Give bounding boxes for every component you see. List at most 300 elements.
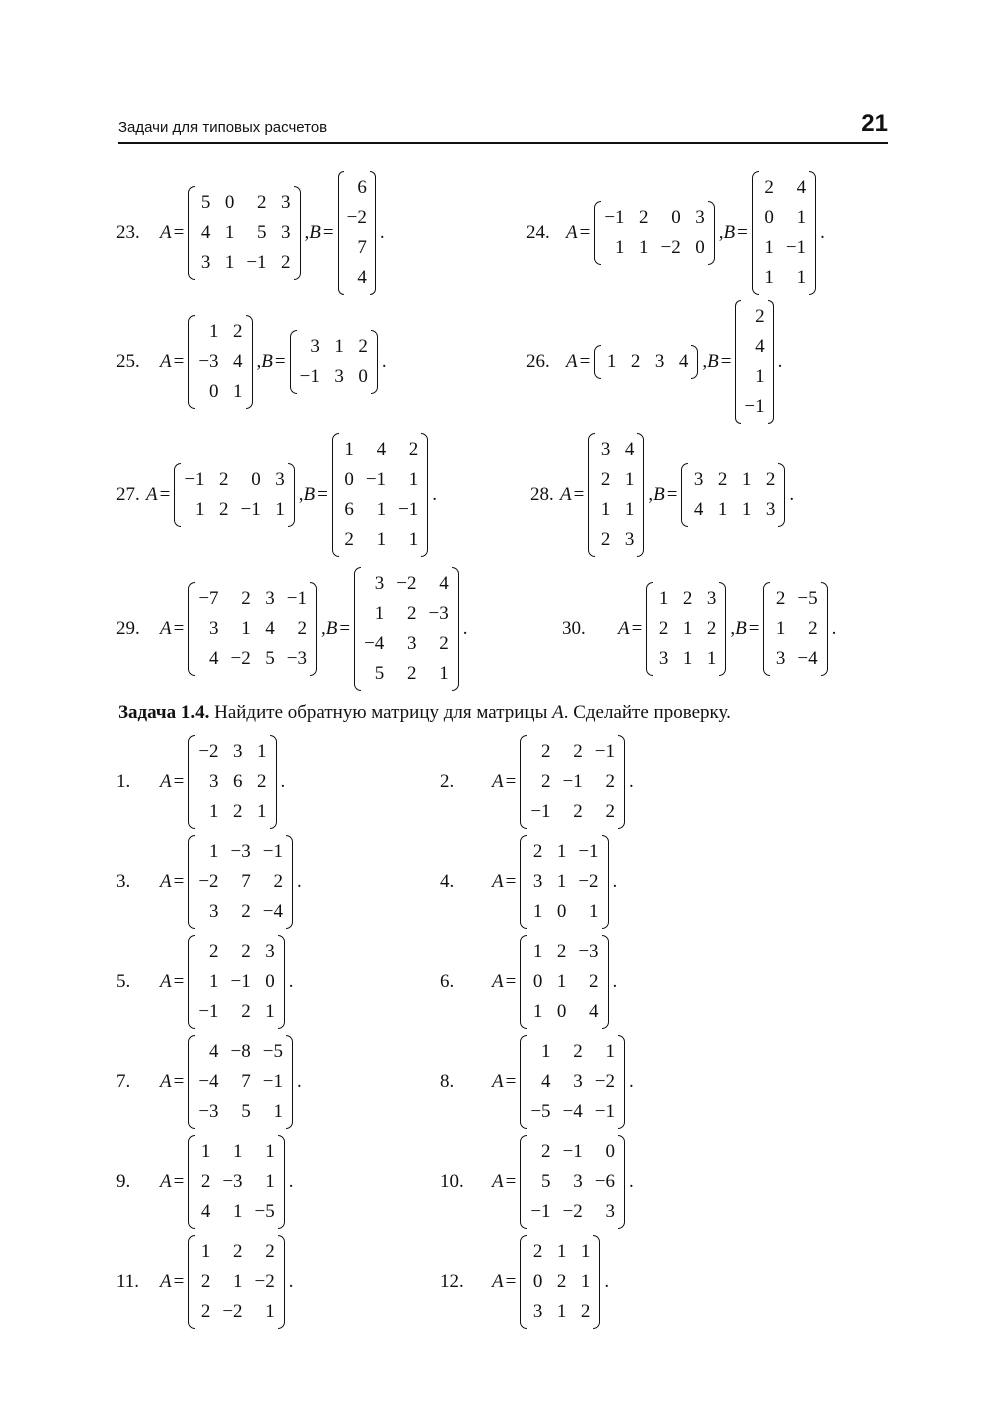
matrix-cell: 1 — [682, 648, 693, 669]
matrix-cell: 1 — [265, 1001, 275, 1022]
left-paren — [752, 171, 759, 295]
matrix-cell: 2 — [630, 351, 641, 372]
matrix-cell: 2 — [717, 469, 728, 490]
matrix-cell: 2 — [200, 1171, 211, 1192]
matrix-a — [520, 1135, 625, 1229]
equals-sign: = — [505, 1071, 517, 1092]
matrix-cell: 1 — [556, 841, 567, 862]
left-paren — [520, 735, 527, 829]
matrix-cell: 1 — [265, 1171, 275, 1192]
problem-number: 7. — [116, 1071, 131, 1092]
matrix-cell: −2 — [222, 1301, 243, 1322]
matrix-cell: 3 — [532, 871, 543, 892]
matrix-b — [763, 582, 827, 676]
matrix-cell: 2 — [200, 1301, 211, 1322]
left-paren — [188, 582, 195, 676]
matrix-cell: 0 — [671, 207, 681, 228]
problem-number: 26. — [526, 351, 550, 372]
matrix-cell: 1 — [408, 529, 419, 550]
problem-number: 5. — [116, 971, 131, 992]
matrix-cell: −1 — [594, 741, 615, 762]
period: . — [296, 871, 302, 892]
matrix-cell: 1 — [600, 499, 611, 520]
problem-number: 28. — [530, 484, 554, 505]
matrix-cell: 2 — [241, 941, 251, 962]
matrix-cell: −4 — [364, 633, 385, 654]
problem-1 — [116, 734, 285, 830]
problem-27 — [116, 433, 437, 557]
matrix-cell: 4 — [357, 267, 367, 288]
right-paren — [371, 330, 378, 394]
comma: , — [298, 484, 304, 505]
matrix-a-label: A — [492, 771, 504, 792]
matrix-cell: −1 — [562, 1141, 583, 1162]
matrix-cell: −4 — [562, 1101, 583, 1122]
matrix-cell: 1 — [224, 252, 235, 273]
period: . — [288, 1271, 294, 1292]
matrix-cell: 4 — [200, 1201, 211, 1222]
left-paren — [646, 582, 653, 676]
matrix-cell: 7 — [357, 237, 367, 258]
problem-4 — [440, 834, 617, 930]
equals-sign: = — [173, 771, 185, 792]
right-paren — [452, 567, 459, 691]
right-paren — [602, 935, 609, 1029]
right-paren — [593, 1235, 600, 1329]
matrix-cell: 2 — [706, 618, 717, 639]
matrix-cell: 2 — [808, 618, 818, 639]
right-paren — [278, 1135, 285, 1229]
matrix-b-label: B — [707, 351, 719, 372]
matrix-cell: −2 — [562, 1201, 583, 1222]
problem-number: 30. — [562, 618, 586, 639]
equals-sign: = — [579, 222, 591, 243]
matrix-cell: −1 — [230, 971, 251, 992]
problem-12 — [440, 1234, 609, 1330]
equals-sign: = — [737, 222, 748, 243]
problem-3 — [116, 834, 302, 930]
matrix-grid — [195, 186, 293, 280]
matrix-a — [188, 935, 284, 1029]
matrix-grid — [759, 171, 809, 295]
matrix-cell: 4 — [200, 222, 211, 243]
problem-24 — [526, 172, 825, 294]
matrix-cell: 0 — [532, 1271, 543, 1292]
matrix-cell: 1 — [200, 1141, 211, 1162]
matrix-grid — [297, 330, 371, 394]
comma: , — [718, 222, 724, 243]
matrix-cell: 1 — [606, 351, 617, 372]
matrix-cell: 1 — [796, 267, 807, 288]
left-paren — [763, 582, 770, 676]
matrix-grid — [688, 463, 778, 527]
matrix-cell: 1 — [344, 439, 354, 460]
matrix-cell: 0 — [344, 469, 354, 490]
matrix-cell: 3 — [765, 499, 776, 520]
matrix-a-label: A — [492, 971, 504, 992]
matrix-cell: 1 — [334, 336, 344, 357]
right-paren — [370, 171, 376, 295]
matrix-cell: 1 — [624, 469, 635, 490]
matrix-b-label: B — [653, 484, 665, 505]
task-heading: Задача 1.4. — [118, 702, 210, 723]
right-paren — [821, 582, 828, 676]
matrix-cell: 3 — [532, 1301, 543, 1322]
right-paren — [294, 186, 301, 280]
matrix-a — [188, 835, 293, 929]
matrix-cell: 4 — [265, 618, 275, 639]
matrix-grid — [527, 1235, 593, 1329]
period: . — [777, 351, 783, 372]
matrix-cell: 2 — [541, 771, 551, 792]
left-paren — [520, 835, 527, 929]
period: . — [379, 222, 385, 243]
matrix-cell: 4 — [693, 499, 704, 520]
matrix-a-label: A — [566, 222, 578, 243]
equals-sign: = — [173, 618, 185, 639]
matrix-cell: −1 — [530, 801, 551, 822]
right-paren — [618, 735, 625, 829]
matrix-cell: −2 — [198, 871, 219, 892]
matrix-cell: 2 — [532, 1241, 543, 1262]
matrix-cell: −8 — [230, 1041, 251, 1062]
matrix-cell: 3 — [658, 648, 669, 669]
right-paren — [278, 1235, 285, 1329]
matrix-cell: 1 — [233, 1141, 243, 1162]
matrix-cell: 3 — [695, 207, 705, 228]
matrix-cell: 3 — [209, 901, 219, 922]
matrix-cell: 1 — [224, 222, 235, 243]
left-paren — [188, 1135, 195, 1229]
equals-sign: = — [173, 971, 185, 992]
matrix-cell: −1 — [299, 366, 320, 387]
problem-number: 9. — [116, 1171, 131, 1192]
equals-sign: = — [173, 222, 185, 243]
period: . — [604, 1271, 610, 1292]
matrix-grid — [527, 735, 618, 829]
matrix-a-label: A — [492, 871, 504, 892]
matrix-b-label: B — [309, 222, 321, 243]
matrix-cell: 1 — [796, 207, 807, 228]
problem-number: 4. — [440, 871, 455, 892]
matrix-cell: 6 — [233, 771, 243, 792]
matrix-cell: 0 — [209, 381, 219, 402]
right-paren — [708, 201, 715, 265]
matrix-cell: −2 — [198, 741, 219, 762]
matrix-cell: 2 — [257, 771, 267, 792]
matrix-cell: 1 — [439, 663, 449, 684]
matrix-cell: 5 — [374, 663, 385, 684]
matrix-cell: 7 — [241, 1071, 251, 1092]
comma: , — [320, 618, 326, 639]
matrix-cell: 2 — [281, 252, 291, 273]
matrix-cell: 2 — [219, 469, 229, 490]
equals-sign: = — [159, 484, 171, 505]
matrix-cell: 2 — [241, 1001, 251, 1022]
equals-sign: = — [666, 484, 678, 505]
matrix-a — [174, 463, 294, 527]
problem-5 — [116, 934, 294, 1030]
matrix-cell: 1 — [209, 801, 219, 822]
period: . — [288, 1171, 294, 1192]
right-paren — [809, 171, 816, 295]
matrix-cell: 2 — [358, 336, 368, 357]
matrix-grid — [527, 835, 601, 929]
equals-sign: = — [274, 351, 286, 372]
matrix-cell: −1 — [744, 396, 765, 417]
problem-26 — [526, 300, 782, 424]
equals-sign: = — [579, 351, 591, 372]
matrix-a-label: A — [560, 484, 572, 505]
right-paren — [719, 582, 726, 676]
matrix-cell: −1 — [286, 588, 307, 609]
matrix-cell: 1 — [605, 1041, 615, 1062]
period: . — [462, 618, 468, 639]
matrix-cell: 3 — [281, 222, 291, 243]
matrix-cell: −3 — [578, 941, 599, 962]
matrix-cell: −1 — [262, 1071, 283, 1092]
matrix-cell: 1 — [580, 1241, 591, 1262]
matrix-cell: 2 — [765, 469, 776, 490]
left-paren — [188, 935, 195, 1029]
matrix-cell: 3 — [693, 469, 704, 490]
matrix-cell: 2 — [639, 207, 649, 228]
matrix-cell: 0 — [556, 1001, 567, 1022]
matrix-cell: 1 — [209, 841, 219, 862]
equals-sign: = — [505, 971, 517, 992]
matrix-cell: 1 — [541, 1041, 551, 1062]
matrix-cell: −1 — [198, 1001, 219, 1022]
matrix-cell: −6 — [594, 1171, 615, 1192]
matrix-cell: 1 — [706, 648, 717, 669]
matrix-cell: 2 — [556, 941, 567, 962]
matrix-cell: 2 — [209, 941, 219, 962]
matrix-cell: 1 — [764, 267, 774, 288]
matrix-cell: 3 — [374, 573, 385, 594]
matrix-cell: −1 — [562, 771, 583, 792]
matrix-a-label: A — [160, 971, 172, 992]
matrix-a-label: A — [618, 618, 630, 639]
matrix-cell: −3 — [198, 1101, 219, 1122]
matrix-cell: −7 — [198, 588, 219, 609]
matrix-cell: 4 — [376, 439, 387, 460]
matrix-a-label: A — [492, 1271, 504, 1292]
matrix-cell: 1 — [556, 1241, 567, 1262]
period: . — [296, 1071, 302, 1092]
matrix-cell: 1 — [658, 588, 669, 609]
matrix-cell: −2 — [230, 648, 251, 669]
matrix-cell: −2 — [594, 1071, 615, 1092]
equals-sign: = — [573, 484, 585, 505]
matrix-cell: −2 — [346, 207, 367, 228]
matrix-cell: −1 — [785, 237, 807, 258]
matrix-cell: 5 — [541, 1171, 551, 1192]
matrix-cell: 1 — [755, 366, 765, 387]
matrix-cell: −1 — [594, 1101, 615, 1122]
matrix-cell: 5 — [265, 648, 275, 669]
right-paren — [286, 1035, 293, 1129]
matrix-a — [188, 186, 300, 280]
task-text-after: . Сделайте проверку. — [563, 702, 731, 723]
matrix-a-label: A — [160, 618, 172, 639]
matrix-a — [520, 835, 608, 929]
matrix-cell: 1 — [257, 741, 267, 762]
right-paren — [637, 433, 644, 557]
matrix-cell: 2 — [775, 588, 786, 609]
matrix-cell: 1 — [265, 1141, 275, 1162]
matrix-cell: −5 — [254, 1201, 275, 1222]
matrix-cell: 2 — [573, 1041, 583, 1062]
matrix-cell: 3 — [334, 366, 344, 387]
matrix-cell: 1 — [408, 469, 419, 490]
matrix-cell: 1 — [265, 1301, 275, 1322]
matrix-cell: 1 — [532, 941, 543, 962]
matrix-grid — [195, 835, 286, 929]
matrix-cell: 1 — [233, 381, 243, 402]
matrix-cell: 4 — [233, 351, 243, 372]
matrix-b — [290, 330, 378, 394]
matrix-cell: 1 — [532, 1001, 543, 1022]
matrix-a — [520, 1035, 625, 1129]
period: . — [432, 484, 438, 505]
matrix-a — [520, 735, 625, 829]
matrix-cell: 2 — [580, 1301, 591, 1322]
equals-sign: = — [173, 351, 185, 372]
matrix-cell: 3 — [265, 588, 275, 609]
left-paren — [594, 201, 601, 265]
problem-2 — [440, 734, 634, 830]
problem-number: 8. — [440, 1071, 455, 1092]
matrix-cell: 2 — [241, 901, 251, 922]
right-paren — [691, 345, 698, 379]
matrix-cell: 0 — [224, 192, 235, 213]
matrix-b-label: B — [261, 351, 273, 372]
task-text-before: Найдите обратную матрицу для матрицы — [209, 702, 553, 723]
matrix-a — [594, 345, 698, 379]
right-paren — [602, 835, 609, 929]
matrix-cell: 4 — [209, 648, 219, 669]
matrix-cell: −5 — [797, 588, 818, 609]
matrix-b-label: B — [303, 484, 316, 505]
matrix-cell: −1 — [246, 252, 267, 273]
left-paren — [188, 186, 195, 280]
matrix-grid — [595, 433, 637, 557]
matrix-cell: 1 — [233, 1271, 243, 1292]
matrix-b — [332, 433, 428, 557]
problem-23 — [116, 172, 385, 294]
matrix-cell: 3 — [573, 1171, 583, 1192]
left-paren — [588, 433, 595, 557]
matrix-cell: 4 — [439, 573, 449, 594]
matrix-b-label: B — [735, 618, 747, 639]
matrix-cell: 1 — [275, 499, 285, 520]
matrix-cell: 3 — [624, 529, 635, 550]
matrix-cell: 1 — [717, 499, 728, 520]
matrix-a — [188, 1235, 284, 1329]
period: . — [280, 771, 286, 792]
matrix-cell: 2 — [200, 1271, 211, 1292]
matrix-cell: 0 — [358, 366, 368, 387]
period: . — [612, 871, 618, 892]
comma: , — [730, 618, 736, 639]
matrix-a-label: A — [160, 222, 172, 243]
matrix-cell: 1 — [741, 469, 752, 490]
matrix-cell: −5 — [530, 1101, 551, 1122]
matrix-cell: 4 — [796, 177, 807, 198]
matrix-a — [188, 315, 252, 409]
right-paren — [286, 835, 293, 929]
matrix-cell: −1 — [578, 841, 599, 862]
matrix-cell: 3 — [209, 771, 219, 792]
matrix-cell: 5 — [200, 192, 211, 213]
left-paren — [188, 835, 195, 929]
matrix-cell: 3 — [310, 336, 320, 357]
matrix-cell: −1 — [262, 841, 283, 862]
matrix-cell: 0 — [532, 971, 543, 992]
matrix-cell: −1 — [184, 469, 205, 490]
matrix-cell: 2 — [573, 741, 583, 762]
matrix-cell: −3 — [230, 841, 251, 862]
matrix-cell: 2 — [600, 469, 611, 490]
matrix-cell: −3 — [222, 1171, 243, 1192]
problem-number: 24. — [526, 222, 550, 243]
matrix-cell: 0 — [251, 469, 261, 490]
problem-number: 29. — [116, 618, 140, 639]
matrix-cell: 2 — [265, 1241, 275, 1262]
left-paren — [188, 315, 195, 409]
matrix-cell: 2 — [233, 1241, 243, 1262]
matrix-grid — [195, 935, 277, 1029]
matrix-cell: 4 — [624, 439, 635, 460]
matrix-cell: 1 — [764, 237, 774, 258]
comma: , — [256, 351, 262, 372]
matrix-cell: 2 — [541, 1141, 551, 1162]
matrix-grid — [361, 567, 452, 691]
matrix-cell: 2 — [532, 841, 543, 862]
right-paren — [778, 463, 785, 527]
matrix-a-label: A — [566, 351, 578, 372]
left-paren — [290, 330, 297, 394]
matrix-a-label: A — [160, 351, 172, 372]
matrix-cell: 2 — [439, 633, 449, 654]
problem-number: 11. — [116, 1271, 140, 1292]
matrix-cell: 2 — [658, 618, 669, 639]
matrix-cell: 3 — [233, 741, 243, 762]
matrix-cell: 3 — [605, 1201, 615, 1222]
running-header — [118, 108, 888, 144]
matrix-cell: −5 — [262, 1041, 283, 1062]
matrix-cell: 5 — [241, 1101, 251, 1122]
matrix-cell: −3 — [198, 351, 219, 372]
matrix-grid — [770, 582, 820, 676]
left-paren — [188, 735, 195, 829]
matrix-cell: 4 — [755, 336, 765, 357]
matrix-cell: 3 — [706, 588, 717, 609]
equals-sign: = — [317, 484, 328, 505]
matrix-b — [735, 300, 773, 424]
matrix-cell: 2 — [541, 741, 551, 762]
matrix-cell: −1 — [530, 1201, 551, 1222]
period: . — [628, 1171, 634, 1192]
header-title: Задачи для типовых расчетов — [118, 119, 328, 136]
matrix-cell: 2 — [297, 618, 307, 639]
matrix-cell: 1 — [556, 871, 567, 892]
matrix-cell: 2 — [605, 771, 615, 792]
matrix-cell: 3 — [407, 633, 417, 654]
equals-sign: = — [505, 771, 517, 792]
matrix-cell: 1 — [556, 971, 567, 992]
right-paren — [618, 1135, 625, 1229]
